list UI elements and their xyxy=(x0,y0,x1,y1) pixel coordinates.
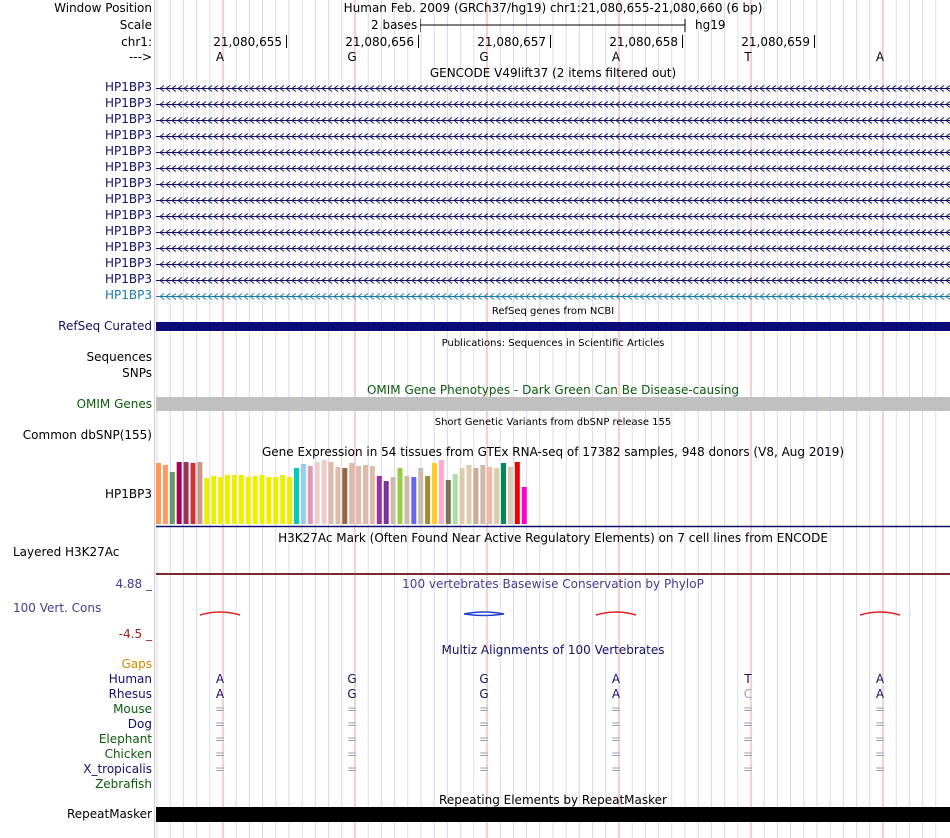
gtex-tissue-bar[interactable] xyxy=(239,475,244,524)
gtex-tissue-bar[interactable] xyxy=(184,462,189,524)
ruler-tick xyxy=(418,35,419,48)
gtex-tissue-bar[interactable] xyxy=(515,462,520,524)
dbsnp-label[interactable]: Common dbSNP(155) xyxy=(22,428,152,442)
gtex-tissue-bar[interactable] xyxy=(156,463,161,524)
omim-gene-bar[interactable] xyxy=(156,397,950,411)
multiz-species-label[interactable]: Dog xyxy=(127,717,152,731)
gencode-track-title: GENCODE V49lift37 (2 items filtered out) xyxy=(429,66,677,80)
gtex-tissue-bar[interactable] xyxy=(335,467,340,524)
multiz-aligned-base: = xyxy=(874,702,886,716)
strand-label: ---> xyxy=(128,50,152,64)
gencode-transcript-line[interactable] xyxy=(156,244,950,253)
gtex-tissue-bar[interactable] xyxy=(356,466,361,524)
multiz-species-label[interactable]: Chicken xyxy=(104,747,152,761)
multiz-aligned-base: = xyxy=(742,762,754,776)
multiz-aligned-base: = xyxy=(742,717,754,731)
gtex-tissue-bar[interactable] xyxy=(218,477,223,524)
ruler-tick xyxy=(814,35,815,48)
gtex-tissue-bar[interactable] xyxy=(508,467,513,524)
ruler-position-label: 21,080,659 xyxy=(741,35,810,49)
gtex-tissue-bar[interactable] xyxy=(294,468,299,524)
multiz-track-title: Multiz Alignments of 100 Vertebrates xyxy=(441,643,665,657)
scale-label: Scale xyxy=(119,18,152,32)
gtex-tissue-bar[interactable] xyxy=(453,474,458,524)
multiz-aligned-base: G xyxy=(479,687,489,701)
gtex-tissue-bar[interactable] xyxy=(308,466,313,524)
gtex-tissue-bar[interactable] xyxy=(349,463,354,524)
gencode-gene-label[interactable]: HP1BP3 xyxy=(105,80,152,94)
h3k27ac-track-title: H3K27Ac Mark (Often Found Near Active Regulatory Elements) on 7 cell lines from ENCODE xyxy=(278,531,828,545)
ruler-position-label: 21,080,655 xyxy=(213,35,282,49)
repeatmasker-label[interactable]: RepeatMasker xyxy=(66,807,152,821)
gtex-tissue-bar[interactable] xyxy=(425,476,430,524)
gtex-tissue-bar[interactable] xyxy=(170,472,175,524)
sequence-base: G xyxy=(479,50,489,64)
multiz-aligned-base: A xyxy=(611,672,621,686)
refseq-track-title: RefSeq genes from NCBI xyxy=(491,306,615,317)
gtex-tissue-bar[interactable] xyxy=(191,463,196,524)
multiz-aligned-base: = xyxy=(478,732,490,746)
gtex-tissue-bar[interactable] xyxy=(473,468,478,524)
gencode-gene-label[interactable]: HP1BP3 xyxy=(105,224,152,238)
multiz-aligned-base: G xyxy=(347,672,357,686)
ruler-tick xyxy=(550,35,551,48)
multiz-aligned-base: = xyxy=(610,747,622,761)
gencode-gene-label[interactable]: HP1BP3 xyxy=(105,256,152,270)
assembly-position-text: Human Feb. 2009 (GRCh37/hg19) chr1:21,080,655-21,080,660 (6 bp) xyxy=(343,1,763,15)
publications-track-title: Publications: Sequences in Scientific Articles xyxy=(441,338,665,349)
gtex-expression-chart[interactable] xyxy=(156,460,950,528)
multiz-aligned-base: A xyxy=(215,672,225,686)
gtex-tissue-bar[interactable] xyxy=(460,468,465,524)
gtex-tissue-bar[interactable] xyxy=(439,460,444,524)
gencode-transcript-line[interactable] xyxy=(156,84,950,93)
multiz-aligned-base: = xyxy=(478,717,490,731)
gtex-tissue-bar[interactable] xyxy=(391,477,396,524)
multiz-aligned-base: = xyxy=(478,702,490,716)
gtex-tissue-bar[interactable] xyxy=(501,463,506,524)
ruler-tick xyxy=(286,35,287,48)
multiz-species-label[interactable]: Elephant xyxy=(98,732,152,746)
phylop-label[interactable]: 100 Vert. Cons xyxy=(13,601,102,615)
dbsnp-track-title: Short Genetic Variants from dbSNP release 155 xyxy=(434,417,672,428)
gtex-tissue-bar[interactable] xyxy=(177,462,182,524)
multiz-species-label[interactable]: X_tropicalis xyxy=(83,762,152,776)
multiz-aligned-base: = xyxy=(742,732,754,746)
gtex-tissue-bar[interactable] xyxy=(246,477,251,524)
multiz-aligned-base: G xyxy=(347,687,357,701)
gencode-gene-label[interactable]: HP1BP3 xyxy=(105,288,152,302)
sequence-base: A xyxy=(611,50,621,64)
h3k27ac-signal-line xyxy=(156,573,950,575)
phylop-min-label: -4.5 _ xyxy=(118,627,152,641)
gencode-gene-label[interactable]: HP1BP3 xyxy=(105,128,152,142)
multiz-aligned-base: A xyxy=(611,687,621,701)
multiz-aligned-base: T xyxy=(744,672,752,686)
phylop-score-mark xyxy=(464,612,504,616)
scale-text: 2 bases xyxy=(371,18,418,32)
multiz-aligned-base: = xyxy=(610,717,622,731)
gtex-tissue-bar[interactable] xyxy=(446,480,451,524)
multiz-species-label[interactable]: Rhesus xyxy=(108,687,152,701)
repeatmasker-bar[interactable] xyxy=(156,807,950,822)
multiz-aligned-base: A xyxy=(875,672,885,686)
refseq-gene-bar[interactable] xyxy=(156,322,950,331)
multiz-aligned-base: = xyxy=(874,732,886,746)
gencode-gene-label[interactable]: HP1BP3 xyxy=(105,208,152,222)
phylop-score-mark xyxy=(200,612,240,615)
gencode-transcript-line[interactable] xyxy=(156,100,950,109)
publications-sequences-label[interactable]: Sequences xyxy=(86,350,152,364)
multiz-species-label[interactable]: Human xyxy=(108,672,152,686)
multiz-species-label[interactable]: Mouse xyxy=(113,702,152,716)
gtex-tissue-bar[interactable] xyxy=(322,460,327,524)
multiz-aligned-base: = xyxy=(742,747,754,761)
gencode-transcript-line[interactable] xyxy=(156,164,950,173)
ruler-tick xyxy=(682,35,683,48)
sequence-base: A xyxy=(215,50,225,64)
gtex-label[interactable]: HP1BP3 xyxy=(105,487,152,501)
gtex-tissue-bar[interactable] xyxy=(273,477,278,524)
gtex-tissue-bar[interactable] xyxy=(370,466,375,524)
multiz-aligned-base: = xyxy=(874,747,886,761)
multiz-aligned-base: = xyxy=(742,702,754,716)
gtex-tissue-bar[interactable] xyxy=(377,476,382,524)
h3k27ac-label[interactable]: Layered H3K27Ac xyxy=(13,545,120,559)
gtex-tissue-bar[interactable] xyxy=(260,475,265,524)
multiz-aligned-base: = xyxy=(874,717,886,731)
multiz-aligned-base: = xyxy=(214,717,226,731)
gtex-tissue-bar[interactable] xyxy=(225,475,230,524)
multiz-aligned-base: G xyxy=(479,672,489,686)
gencode-gene-label[interactable]: HP1BP3 xyxy=(105,112,152,126)
gencode-transcript-line[interactable] xyxy=(156,260,950,269)
multiz-aligned-base: = xyxy=(214,732,226,746)
gtex-tissue-bar[interactable] xyxy=(232,475,237,524)
gencode-transcript-line[interactable] xyxy=(156,228,950,237)
multiz-aligned-base: = xyxy=(610,762,622,776)
gencode-transcript-line[interactable] xyxy=(156,148,950,157)
ruler-position-label: 21,080,656 xyxy=(345,35,414,49)
multiz-aligned-base: = xyxy=(346,747,358,761)
ruler-position-label: 21,080,657 xyxy=(477,35,546,49)
multiz-aligned-base: = xyxy=(610,732,622,746)
multiz-species-label[interactable]: Zebrafish xyxy=(95,777,152,791)
gencode-transcript-line[interactable] xyxy=(156,180,950,189)
gencode-gene-label[interactable]: HP1BP3 xyxy=(105,272,152,286)
gtex-tissue-bar[interactable] xyxy=(253,476,258,524)
gtex-tissue-bar[interactable] xyxy=(315,462,320,524)
phylop-track-title: 100 vertebrates Basewise Conservation by PhyloP xyxy=(402,577,704,591)
gtex-tissue-bar[interactable] xyxy=(197,462,202,524)
gtex-tissue-bar[interactable] xyxy=(266,477,271,524)
gtex-tissue-bar[interactable] xyxy=(480,465,485,524)
gencode-transcript-line[interactable] xyxy=(156,276,950,285)
gtex-tissue-bar[interactable] xyxy=(384,481,389,524)
gtex-tissue-bar[interactable] xyxy=(280,475,285,524)
multiz-aligned-base: C xyxy=(743,687,753,701)
gtex-track-title: Gene Expression in 54 tissues from GTEx RNA-seq of 17382 samples, 948 donors (V8, Aug 2019) xyxy=(261,445,845,459)
gencode-transcript-line[interactable] xyxy=(156,196,950,205)
gtex-tissue-bar[interactable] xyxy=(411,477,416,524)
multiz-aligned-base: = xyxy=(610,702,622,716)
sequence-base: T xyxy=(744,50,752,64)
publications-snps-label[interactable]: SNPs xyxy=(122,366,152,380)
multiz-aligned-base: = xyxy=(214,762,226,776)
gencode-gene-label[interactable]: HP1BP3 xyxy=(105,144,152,158)
gencode-transcript-line[interactable] xyxy=(156,132,950,141)
gtex-tissue-bar[interactable] xyxy=(494,468,499,524)
gencode-gene-label[interactable]: HP1BP3 xyxy=(105,96,152,110)
gencode-gene-label[interactable]: HP1BP3 xyxy=(105,160,152,174)
multiz-aligned-base: A xyxy=(875,687,885,701)
gtex-tissue-bar[interactable] xyxy=(432,463,437,524)
gtex-tissue-bar[interactable] xyxy=(163,465,168,524)
multiz-aligned-base: = xyxy=(478,747,490,761)
gencode-transcript-line[interactable] xyxy=(156,116,950,125)
ruler-position-label: 21,080,658 xyxy=(609,35,678,49)
phylop-max-label: 4.88 _ xyxy=(115,577,152,591)
gtex-tissue-bar[interactable] xyxy=(487,467,492,524)
gtex-tissue-bar[interactable] xyxy=(363,465,368,524)
gtex-tissue-bar[interactable] xyxy=(301,464,306,524)
gencode-gene-label[interactable]: HP1BP3 xyxy=(105,240,152,254)
multiz-aligned-base: = xyxy=(346,732,358,746)
phylop-score-mark xyxy=(596,612,636,615)
multiz-aligned-base: = xyxy=(346,702,358,716)
multiz-aligned-base: = xyxy=(346,717,358,731)
gencode-transcript-line[interactable] xyxy=(156,292,950,301)
multiz-aligned-base: = xyxy=(874,762,886,776)
phylop-score-mark xyxy=(860,612,900,615)
multiz-aligned-base: = xyxy=(214,702,226,716)
window-position-label: Window Position xyxy=(54,1,152,15)
gencode-gene-label[interactable]: HP1BP3 xyxy=(105,176,152,190)
multiz-aligned-base: = xyxy=(478,762,490,776)
gtex-tissue-bar[interactable] xyxy=(329,462,334,524)
gtex-tissue-bar[interactable] xyxy=(287,477,292,524)
chr-label: chr1: xyxy=(121,35,152,49)
multiz-aligned-base: = xyxy=(346,762,358,776)
phylop-signal xyxy=(156,606,950,622)
gencode-gene-label[interactable]: HP1BP3 xyxy=(105,192,152,206)
gtex-tissue-bar[interactable] xyxy=(398,468,403,524)
multiz-aligned-base: = xyxy=(214,747,226,761)
gencode-transcript-line[interactable] xyxy=(156,212,950,221)
multiz-aligned-base: A xyxy=(215,687,225,701)
refseq-label[interactable]: RefSeq Curated xyxy=(58,319,152,333)
sequence-base: G xyxy=(347,50,357,64)
gtex-tissue-bar[interactable] xyxy=(342,468,347,524)
scale-db: hg19 xyxy=(695,18,726,32)
repeatmasker-track-title: Repeating Elements by RepeatMasker xyxy=(439,793,667,807)
gtex-tissue-bar[interactable] xyxy=(404,476,409,524)
gtex-tissue-bar[interactable] xyxy=(211,476,216,524)
multiz-gaps-label[interactable]: Gaps xyxy=(121,657,152,671)
gtex-tissue-bar[interactable] xyxy=(418,468,423,524)
track-divider xyxy=(154,0,155,838)
sequence-base: A xyxy=(875,50,885,64)
scale-bar xyxy=(420,17,686,33)
omim-track-title: OMIM Gene Phenotypes - Dark Green Can Be Disease-causing xyxy=(366,383,740,397)
gtex-tissue-bar[interactable] xyxy=(522,487,527,524)
omim-label[interactable]: OMIM Genes xyxy=(76,397,152,411)
gtex-tissue-bar[interactable] xyxy=(467,465,472,524)
gtex-tissue-bar[interactable] xyxy=(204,478,209,524)
